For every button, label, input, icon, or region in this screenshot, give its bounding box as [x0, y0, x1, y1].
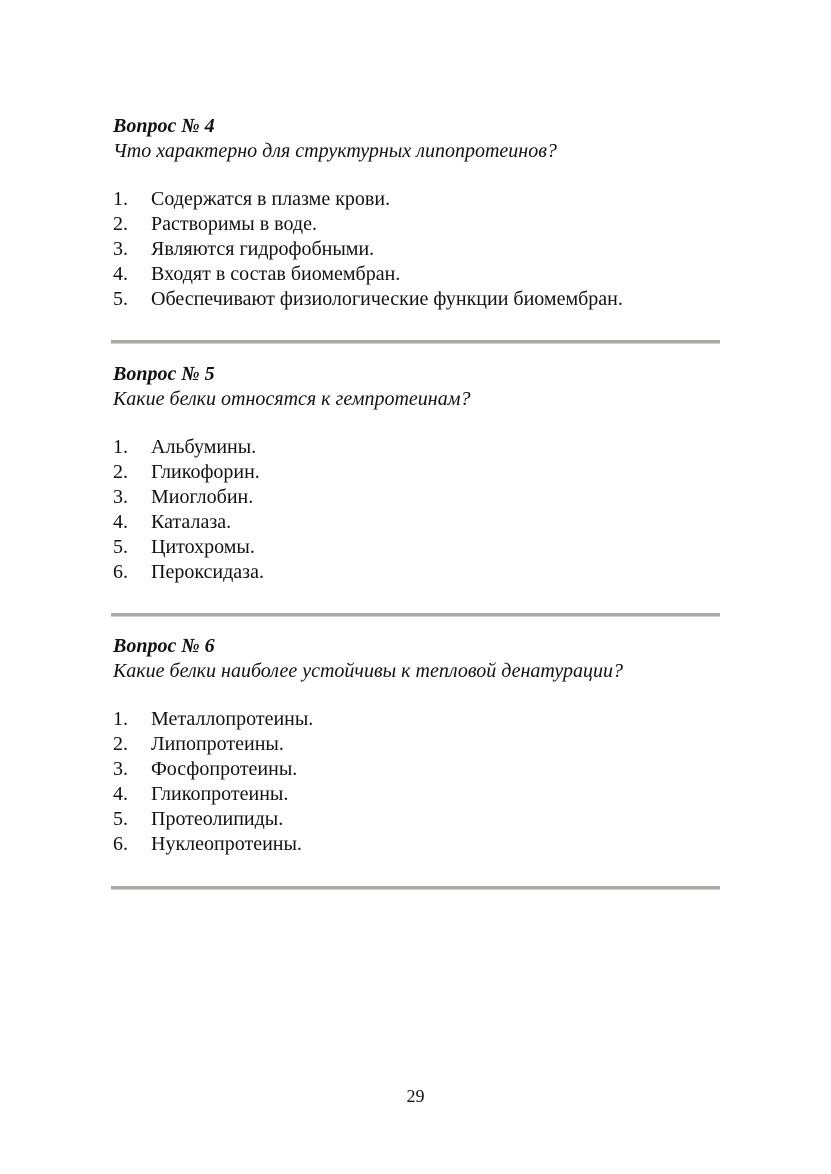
- answer-text: Цитохромы.: [151, 536, 255, 558]
- answer-option: [113, 212, 720, 237]
- question-block-6: [113, 634, 720, 857]
- answer-text: Входят в состав биомембран.: [151, 263, 401, 285]
- answer-number: 3.: [113, 758, 128, 780]
- answer-text: Миоглобин.: [151, 486, 254, 508]
- answer-number: 4.: [113, 783, 128, 805]
- answer-text: Металлопротеины.: [151, 708, 314, 730]
- section-divider: [111, 886, 720, 890]
- answer-text: Альбумины.: [151, 436, 257, 458]
- answer-number: 1.: [113, 188, 128, 210]
- answer-text: Гликопротеины.: [151, 783, 289, 805]
- answer-option: [113, 485, 720, 510]
- answer-text: Являются гидрофобными.: [151, 238, 375, 260]
- answer-text: Содержатся в плазме крови.: [151, 188, 391, 210]
- answer-option: [113, 832, 720, 857]
- answer-number: 2.: [113, 213, 128, 235]
- answer-text: Липопротеины.: [151, 733, 284, 755]
- section-divider: [111, 613, 720, 617]
- answer-number: 1.: [113, 708, 128, 730]
- answer-option: [113, 807, 720, 832]
- answer-list: [113, 707, 720, 857]
- answer-option: [113, 757, 720, 782]
- answer-number: 5.: [113, 288, 128, 310]
- question-block-5: [113, 362, 720, 585]
- answer-option: [113, 237, 720, 262]
- section-divider: [111, 340, 720, 344]
- answer-text: Пероксидаза.: [151, 561, 264, 583]
- answer-number: 6.: [113, 561, 128, 583]
- answer-option: [113, 707, 720, 732]
- answer-number: 3.: [113, 486, 128, 508]
- answer-number: 2.: [113, 733, 128, 755]
- answer-option: [113, 460, 720, 485]
- answer-text: Фосфопротеины.: [151, 758, 298, 780]
- question-text: Какие белки наиболее устойчивы к тепловой денатурации?: [113, 660, 623, 682]
- answer-option: [113, 510, 720, 535]
- answer-option: [113, 535, 720, 560]
- answer-number: 6.: [113, 833, 128, 855]
- answer-text: Гликофорин.: [151, 461, 260, 483]
- question-text: Что характерно для структурных липопротеинов?: [113, 140, 557, 162]
- answer-number: 3.: [113, 238, 128, 260]
- answer-option: [113, 262, 720, 287]
- question-title: Вопрос № 6: [113, 635, 215, 657]
- question-block-4: [113, 114, 720, 312]
- answer-option: [113, 435, 720, 460]
- question-title: Вопрос № 4: [113, 115, 215, 137]
- answer-text: Протеолипиды.: [151, 808, 284, 830]
- answer-number: 5.: [113, 536, 128, 558]
- answer-text: Обеспечивают физиологические функции биомембран.: [151, 288, 623, 310]
- answer-option: [113, 560, 720, 585]
- answer-number: 4.: [113, 511, 128, 533]
- question-title: Вопрос № 5: [113, 363, 215, 385]
- answer-list: [113, 435, 720, 585]
- answer-number: 5.: [113, 808, 128, 830]
- answer-text: Каталаза.: [151, 511, 232, 533]
- answer-option: [113, 782, 720, 807]
- answer-option: [113, 287, 720, 312]
- answer-option: [113, 187, 720, 212]
- answer-number: 2.: [113, 461, 128, 483]
- page-number: 29: [406, 1086, 425, 1106]
- answer-number: 1.: [113, 436, 128, 458]
- answer-option: [113, 732, 720, 757]
- question-text: Какие белки относятся к гемпротеинам?: [113, 388, 471, 410]
- answer-list: [113, 187, 720, 312]
- answer-text: Нуклеопротеины.: [151, 833, 302, 855]
- answer-number: 4.: [113, 263, 128, 285]
- answer-text: Растворимы в воде.: [151, 213, 317, 235]
